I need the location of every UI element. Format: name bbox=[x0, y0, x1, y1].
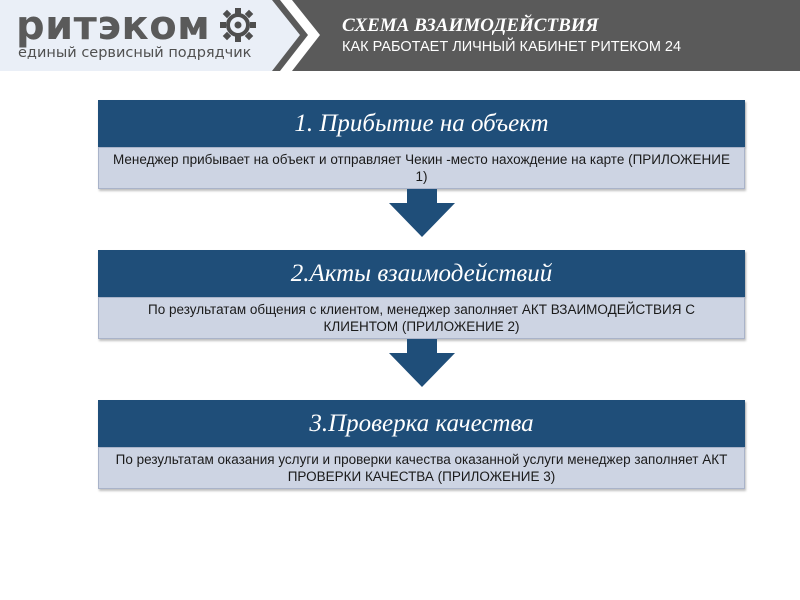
step-1-title-box bbox=[98, 100, 745, 147]
down-arrow-icon bbox=[389, 189, 455, 237]
step-1-title: 1. Прибытие на объект bbox=[294, 109, 549, 137]
step-3-title-box bbox=[98, 400, 745, 447]
step-2-description: По результатам общения с клиентом, менеджер заполняет АКТ ВЗАИМОДЕЙСТВИЯ С КЛИЕНТОМ (ПРИЛОЖЕНИЕ 2) bbox=[148, 302, 695, 334]
step-2-title-box bbox=[98, 250, 745, 297]
page-title: СХЕМА ВЗАИМОДЕЙСТВИЯ bbox=[342, 15, 599, 36]
step-2-description-box bbox=[98, 297, 745, 339]
step-3-description: По результатам оказания услуги и проверки качества оказанной услуги менеджер заполняет АКТ ПРОВЕРКИ КАЧЕСТВА (ПРИЛОЖЕНИЕ 3) bbox=[115, 452, 728, 484]
step-3-description-box bbox=[98, 447, 745, 489]
step-2-title: 2.Акты взаимодействий bbox=[290, 259, 553, 287]
step-1-description: Менеджер прибывает на объект и отправляет Чекин -место нахождение на карте (ПРИЛОЖЕНИЕ 1) bbox=[113, 152, 730, 184]
down-arrow-icon bbox=[389, 339, 455, 387]
header bbox=[0, 0, 800, 71]
step-3-title: 3.Проверка качества bbox=[309, 409, 534, 437]
gear-icon bbox=[215, 7, 261, 43]
step-1-description-box bbox=[98, 147, 745, 189]
logo-wordmark: ритэком bbox=[16, 3, 211, 49]
page-subtitle: КАК РАБОТАЕТ ЛИЧНЫЙ КАБИНЕТ РИТЕКОМ 24 bbox=[342, 39, 682, 55]
logo-tagline: единый сервисный подрядчик bbox=[18, 45, 252, 61]
